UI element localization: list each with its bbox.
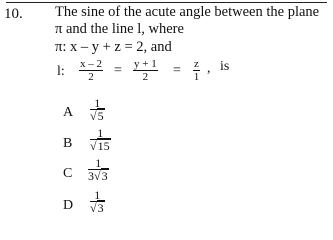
option-b-letter[interactable]: B bbox=[63, 136, 73, 151]
fraction-x-numerator: x – 2 bbox=[80, 58, 102, 70]
option-c-letter[interactable]: C bbox=[63, 166, 73, 181]
fraction-x bbox=[79, 58, 103, 83]
option-d-letter[interactable]: D bbox=[63, 198, 74, 213]
option-d-value[interactable] bbox=[90, 189, 105, 214]
is-word: is bbox=[220, 59, 230, 74]
option-b-numerator: 1 bbox=[90, 127, 111, 140]
option-a-numerator: 1 bbox=[90, 97, 105, 110]
question-line-1: The sine of the acute angle between the plane bbox=[55, 4, 320, 20]
top-rule bbox=[6, 2, 327, 3]
equals-sign-1: = bbox=[114, 63, 122, 78]
option-d-numerator: 1 bbox=[90, 189, 105, 202]
option-a-letter[interactable]: A bbox=[63, 105, 74, 120]
fraction-z-denominator: 1 bbox=[193, 71, 200, 83]
option-c-coefficient: 3 bbox=[88, 169, 94, 183]
option-c-numerator: 1 bbox=[88, 157, 109, 170]
option-a-value[interactable] bbox=[90, 97, 105, 122]
fraction-z-numerator: z bbox=[194, 58, 199, 70]
comma: , bbox=[207, 61, 211, 76]
option-d-radical: √3 bbox=[90, 201, 104, 215]
question-line-3: π: x – y + z = 2, and bbox=[55, 39, 172, 55]
fraction-y bbox=[133, 58, 158, 83]
option-b-value[interactable] bbox=[90, 127, 111, 152]
option-a-radicand: 5 bbox=[97, 109, 104, 123]
equals-sign-2: = bbox=[173, 63, 181, 78]
option-c-radicand: 3 bbox=[101, 169, 108, 183]
option-d-radicand: 3 bbox=[97, 201, 104, 215]
option-a-radical: √5 bbox=[90, 109, 104, 123]
option-b-radical: √15 bbox=[90, 139, 110, 153]
option-c-radical: √3 bbox=[94, 169, 108, 183]
fraction-x-denominator: 2 bbox=[88, 71, 94, 83]
question-number: 10. bbox=[4, 6, 23, 22]
fraction-y-denominator: 2 bbox=[142, 71, 149, 83]
question-line-2: π and the line l, where bbox=[55, 21, 184, 37]
line-label: l: bbox=[57, 64, 65, 79]
fraction-z bbox=[193, 58, 200, 83]
fraction-y-numerator: y + 1 bbox=[134, 58, 157, 70]
option-b-radicand: 15 bbox=[97, 139, 110, 153]
option-c-value[interactable] bbox=[88, 157, 109, 182]
